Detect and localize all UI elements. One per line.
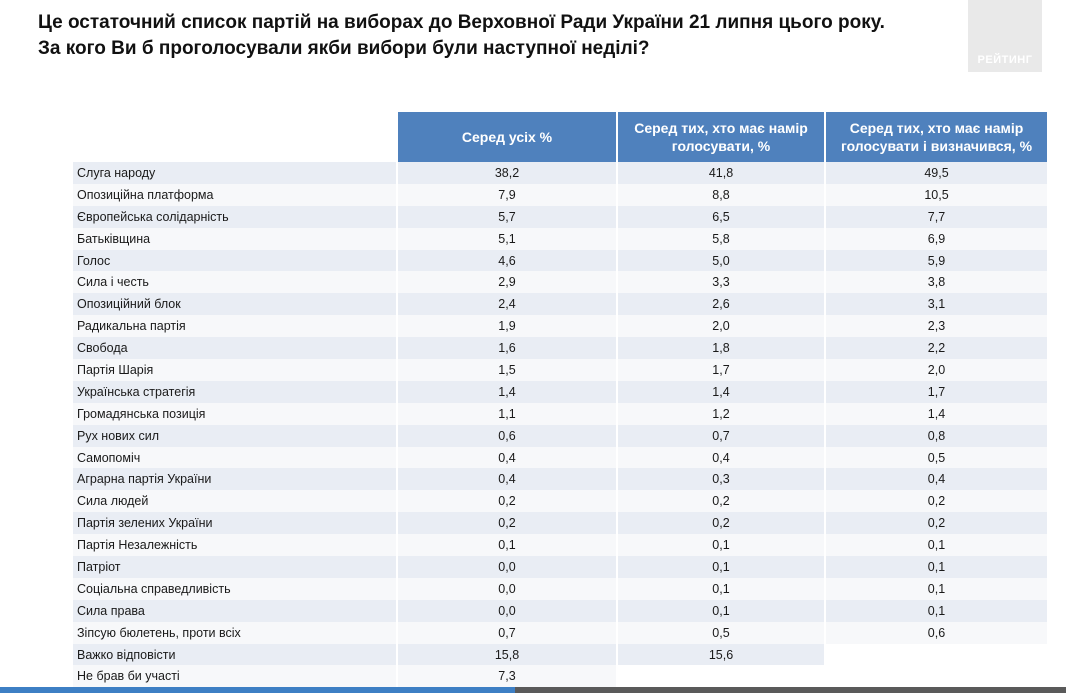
cell-intend-to-vote: 15,6: [617, 644, 825, 666]
footer-bar-blue: [0, 687, 515, 693]
table-row: [73, 184, 1047, 206]
table-row: [73, 271, 1047, 293]
row-label: Свобода: [73, 337, 397, 359]
table-header-row: [73, 112, 1047, 162]
cell-all: 2,4: [397, 293, 617, 315]
cell-all: 0,1: [397, 534, 617, 556]
table-row: [73, 665, 1047, 687]
cell-intend-to-vote: 2,0: [617, 315, 825, 337]
rating-logo: [968, 0, 1042, 72]
cell-decided: [825, 665, 1047, 687]
table-row: [73, 578, 1047, 600]
row-label: Батьківщина: [73, 228, 397, 250]
row-label: Сила людей: [73, 490, 397, 512]
table-row: [73, 468, 1047, 490]
table-row: [73, 162, 1047, 184]
cell-all: 0,0: [397, 600, 617, 622]
cell-intend-to-vote: 0,4: [617, 447, 825, 469]
cell-decided: 3,1: [825, 293, 1047, 315]
cell-intend-to-vote: 3,3: [617, 271, 825, 293]
cell-intend-to-vote: 5,0: [617, 250, 825, 272]
cell-decided: 0,8: [825, 425, 1047, 447]
cell-decided: 2,2: [825, 337, 1047, 359]
cell-intend-to-vote: [617, 665, 825, 687]
cell-intend-to-vote: 2,6: [617, 293, 825, 315]
row-label: Громадянська позиція: [73, 403, 397, 425]
table-body: [73, 162, 1047, 687]
row-label: Самопоміч: [73, 447, 397, 469]
cell-decided: 0,1: [825, 534, 1047, 556]
row-label: Не брав би участі: [73, 665, 397, 687]
cell-intend-to-vote: 6,5: [617, 206, 825, 228]
cell-all: 38,2: [397, 162, 617, 184]
table-row: [73, 381, 1047, 403]
cell-all: 1,4: [397, 381, 617, 403]
table-row: [73, 622, 1047, 644]
cell-intend-to-vote: 1,8: [617, 337, 825, 359]
row-label: Опозиційний блок: [73, 293, 397, 315]
cell-decided: 0,2: [825, 512, 1047, 534]
cell-intend-to-vote: 0,1: [617, 534, 825, 556]
table-row: [73, 228, 1047, 250]
row-label: Опозиційна платформа: [73, 184, 397, 206]
row-label: Рух нових сил: [73, 425, 397, 447]
row-label: Партія зелених України: [73, 512, 397, 534]
cell-intend-to-vote: 8,8: [617, 184, 825, 206]
row-label: Сила і честь: [73, 271, 397, 293]
table-row: [73, 534, 1047, 556]
cell-all: 0,7: [397, 622, 617, 644]
table-row: [73, 293, 1047, 315]
cell-intend-to-vote: 0,7: [617, 425, 825, 447]
row-label: Аграрна партія України: [73, 468, 397, 490]
cell-decided: 6,9: [825, 228, 1047, 250]
cell-all: 1,6: [397, 337, 617, 359]
cell-intend-to-vote: 1,4: [617, 381, 825, 403]
cell-all: 1,9: [397, 315, 617, 337]
cell-intend-to-vote: 0,1: [617, 556, 825, 578]
table-row: [73, 512, 1047, 534]
cell-all: 0,4: [397, 468, 617, 490]
cell-decided: 0,4: [825, 468, 1047, 490]
cell-all: 0,0: [397, 556, 617, 578]
cell-decided: 7,7: [825, 206, 1047, 228]
header-intend-to-vote: Серед тих, хто має намір голосувати, %: [617, 112, 825, 162]
row-label: Сила права: [73, 600, 397, 622]
cell-intend-to-vote: 0,2: [617, 512, 825, 534]
table-row: [73, 425, 1047, 447]
footer-bar-grey: [515, 687, 1066, 693]
cell-decided: 3,8: [825, 271, 1047, 293]
row-label: Партія Шарія: [73, 359, 397, 381]
cell-intend-to-vote: 5,8: [617, 228, 825, 250]
table-row: [73, 315, 1047, 337]
title-line-2: За кого Ви б проголосували якби вибори були наступної неділі?: [38, 38, 650, 59]
cell-decided: [825, 644, 1047, 666]
cell-all: 5,7: [397, 206, 617, 228]
cell-decided: 5,9: [825, 250, 1047, 272]
table-row: [73, 556, 1047, 578]
cell-intend-to-vote: 1,2: [617, 403, 825, 425]
cell-all: 0,6: [397, 425, 617, 447]
cell-decided: 2,0: [825, 359, 1047, 381]
cell-decided: 0,2: [825, 490, 1047, 512]
header-decided: Серед тих, хто має намір голосувати і визначився, %: [825, 112, 1047, 162]
header-all: Серед усіх %: [397, 112, 617, 162]
cell-decided: 0,1: [825, 578, 1047, 600]
results-table: [73, 112, 1047, 687]
cell-all: 0,2: [397, 490, 617, 512]
cell-all: 0,4: [397, 447, 617, 469]
cell-all: 2,9: [397, 271, 617, 293]
cell-all: 15,8: [397, 644, 617, 666]
table-row: [73, 600, 1047, 622]
cell-all: 1,5: [397, 359, 617, 381]
table-row: [73, 206, 1047, 228]
table-row: [73, 337, 1047, 359]
row-label: Європейська солідарність: [73, 206, 397, 228]
cell-decided: 1,4: [825, 403, 1047, 425]
cell-all: 4,6: [397, 250, 617, 272]
table-row: [73, 359, 1047, 381]
cell-intend-to-vote: 0,3: [617, 468, 825, 490]
table-row: [73, 644, 1047, 666]
row-label: Радикальна партія: [73, 315, 397, 337]
results-table-wrap: [73, 112, 1047, 687]
table-row: [73, 490, 1047, 512]
cell-intend-to-vote: 0,5: [617, 622, 825, 644]
row-label: Патріот: [73, 556, 397, 578]
cell-decided: 10,5: [825, 184, 1047, 206]
cell-all: 0,2: [397, 512, 617, 534]
cell-intend-to-vote: 0,2: [617, 490, 825, 512]
cell-all: 7,9: [397, 184, 617, 206]
title-line-1: Це остаточний список партій на виборах до Верховної Ради України 21 липня цього року.: [38, 12, 885, 33]
row-label: Зіпсую бюлетень, проти всіх: [73, 622, 397, 644]
cell-all: 1,1: [397, 403, 617, 425]
row-label: Партія Незалежність: [73, 534, 397, 556]
row-label: Слуга народу: [73, 162, 397, 184]
table-row: [73, 403, 1047, 425]
cell-intend-to-vote: 41,8: [617, 162, 825, 184]
cell-decided: 49,5: [825, 162, 1047, 184]
cell-all: 7,3: [397, 665, 617, 687]
row-label: Соціальна справедливість: [73, 578, 397, 600]
cell-intend-to-vote: 1,7: [617, 359, 825, 381]
table-row: [73, 250, 1047, 272]
cell-decided: 0,1: [825, 600, 1047, 622]
cell-decided: 2,3: [825, 315, 1047, 337]
header-blank: [73, 112, 397, 162]
cell-decided: 1,7: [825, 381, 1047, 403]
row-label: Українська стратегія: [73, 381, 397, 403]
row-label: Важко відповісти: [73, 644, 397, 666]
cell-decided: 0,5: [825, 447, 1047, 469]
table-row: [73, 447, 1047, 469]
cell-decided: 0,1: [825, 556, 1047, 578]
cell-all: 0,0: [397, 578, 617, 600]
cell-intend-to-vote: 0,1: [617, 600, 825, 622]
cell-intend-to-vote: 0,1: [617, 578, 825, 600]
logo-text: РЕЙТИНГ: [977, 54, 1033, 66]
page-title: [38, 10, 938, 62]
cell-all: 5,1: [397, 228, 617, 250]
cell-decided: 0,6: [825, 622, 1047, 644]
row-label: Голос: [73, 250, 397, 272]
